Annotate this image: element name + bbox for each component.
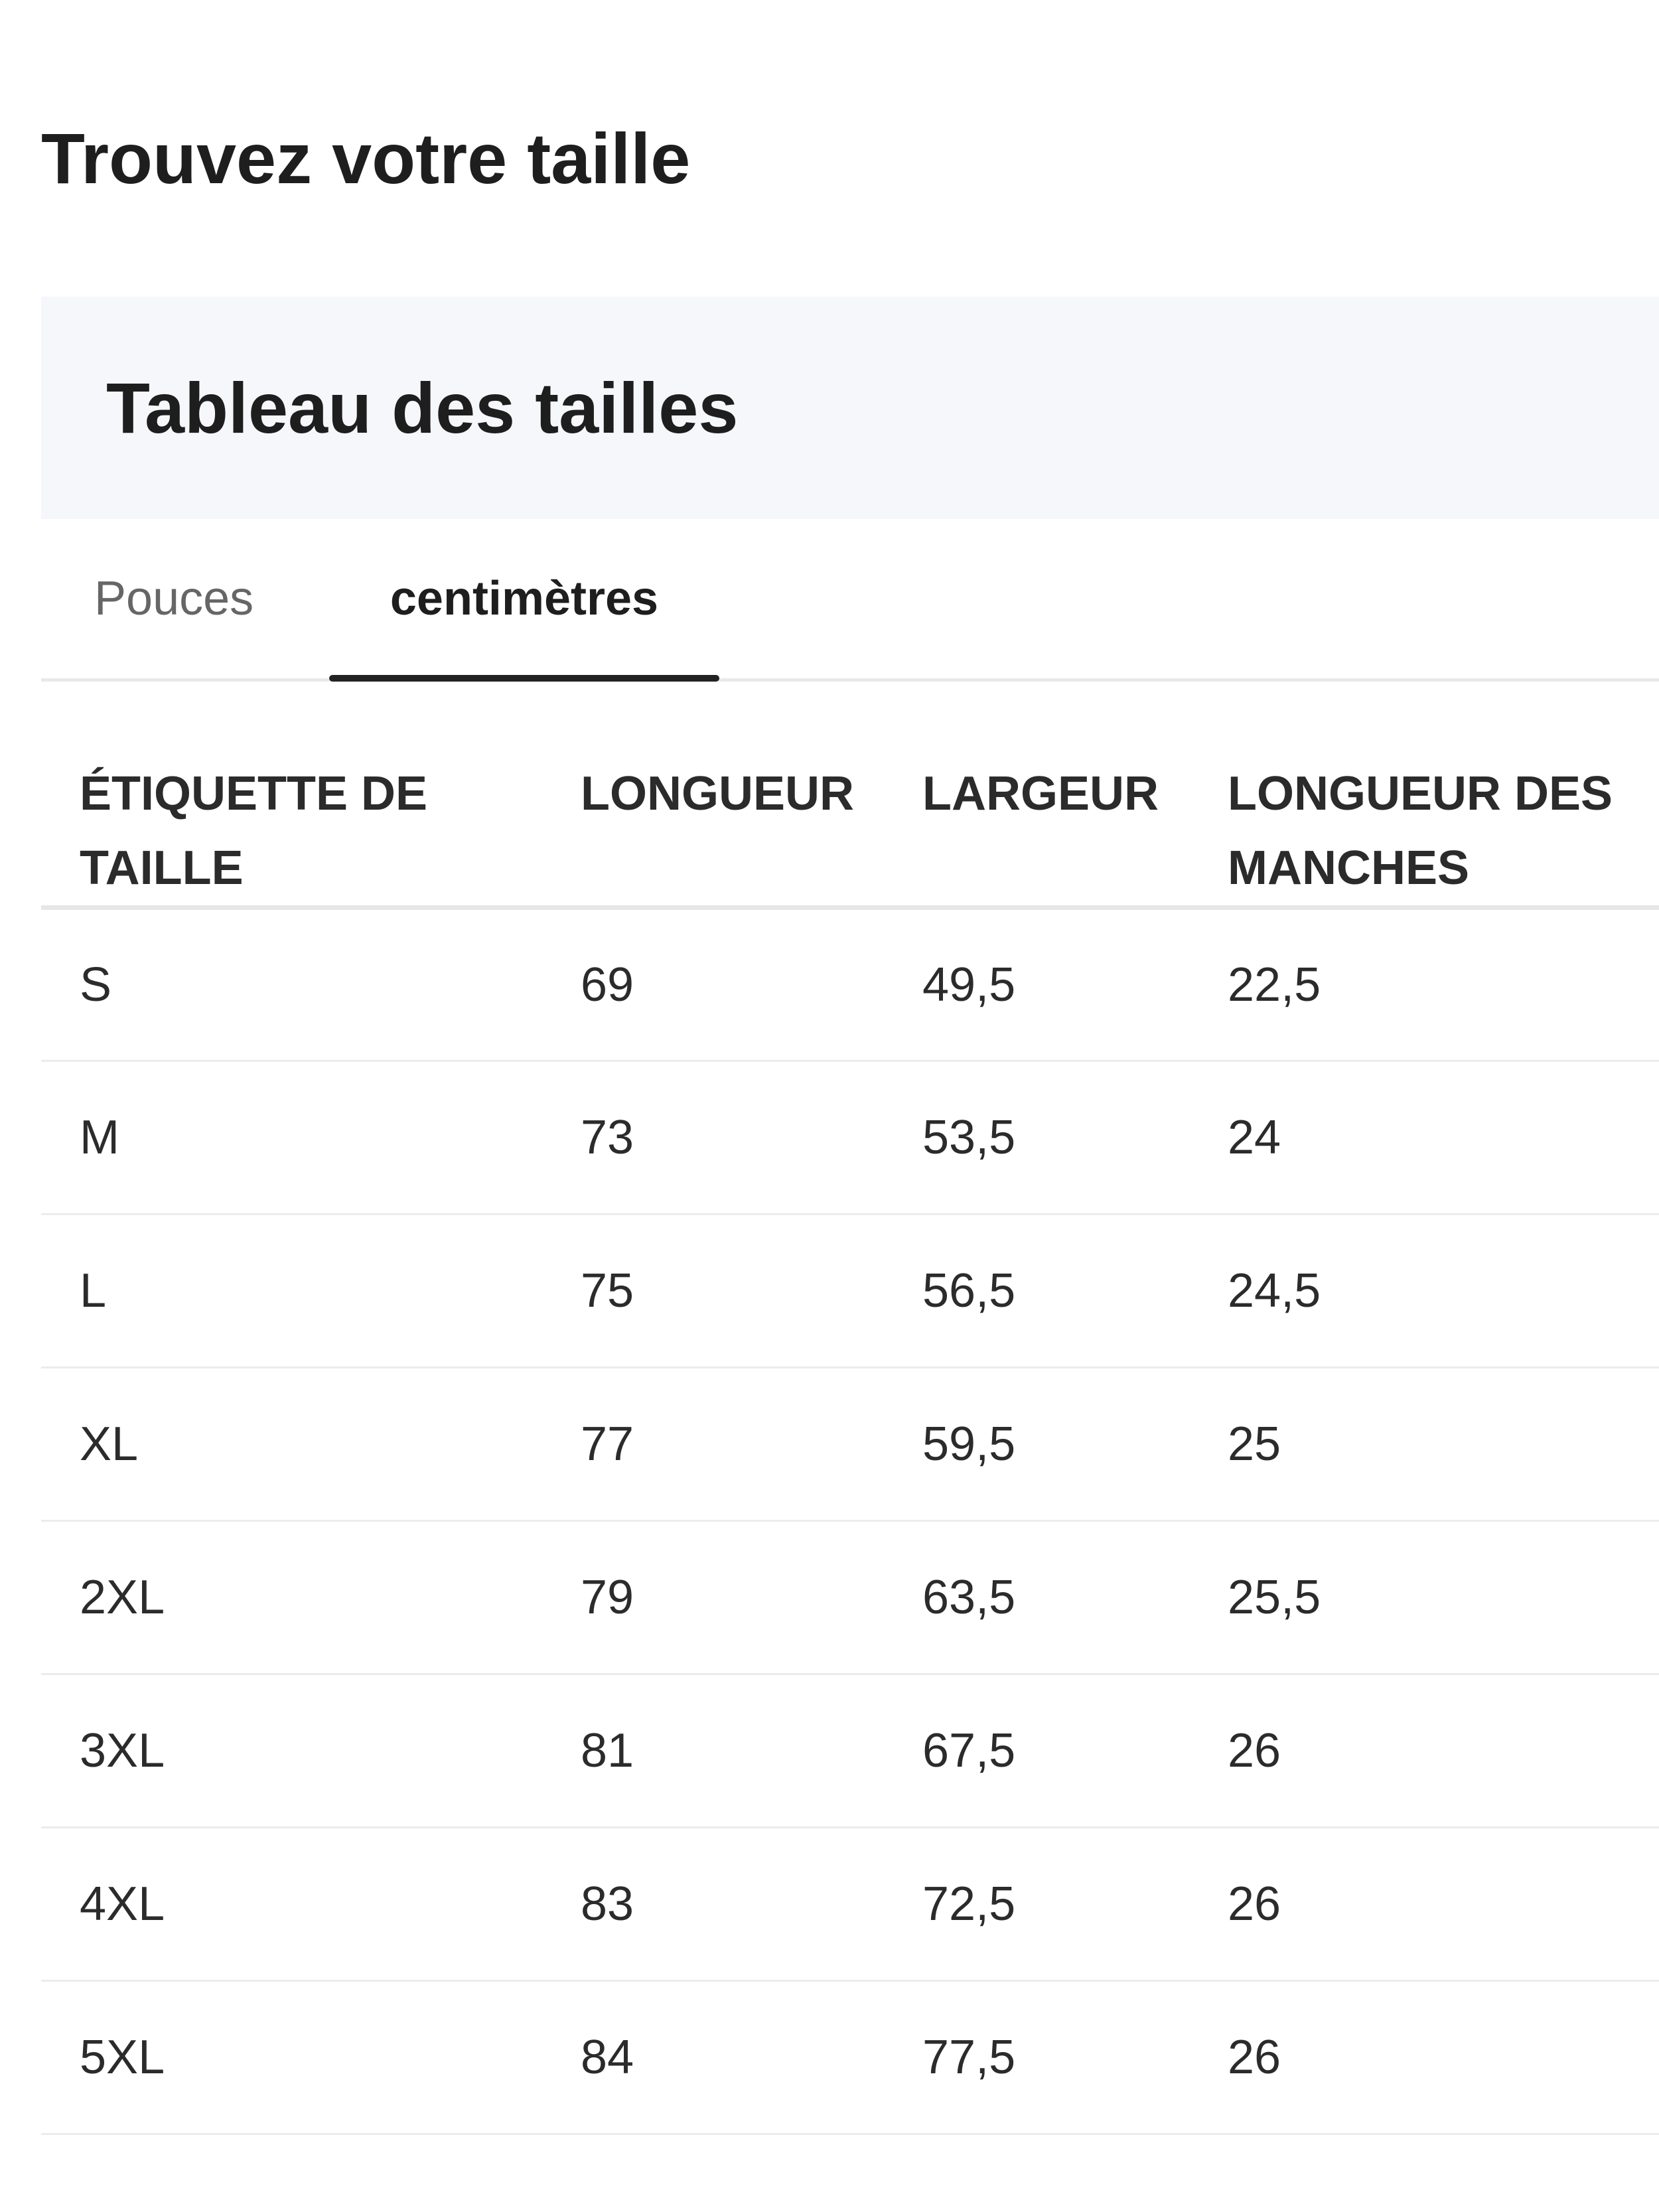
cell-length: 84 [581,1981,922,2134]
header-length: LONGUEUR [581,680,922,908]
size-chart-title: Tableau des tailles [106,368,739,448]
cell-sleeve-length: 22,5 [1228,908,1659,1061]
cell-width: 56,5 [922,1215,1228,1368]
cell-width: 53,5 [922,1061,1228,1215]
tab-inches[interactable]: Pouces [94,572,254,625]
cell-size: 2XL [41,1521,581,1674]
size-table-body [41,908,1659,2134]
cell-size: S [41,908,581,1061]
table-row [41,1215,1659,1368]
table-row [41,1061,1659,1215]
cell-size: 5XL [41,1981,581,2134]
cell-width: 67,5 [922,1674,1228,1828]
cell-sleeve-length: 24 [1228,1061,1659,1215]
cell-size: M [41,1061,581,1215]
header-sleeve-length: LONGUEUR DES MANCHES [1228,680,1659,908]
cell-size: L [41,1215,581,1368]
size-table [41,680,1659,2135]
cell-size: 3XL [41,1674,581,1828]
cell-length: 81 [581,1674,922,1828]
cell-width: 72,5 [922,1828,1228,1981]
cell-length: 83 [581,1828,922,1981]
cell-sleeve-length: 26 [1228,1828,1659,1981]
cell-sleeve-length: 25 [1228,1368,1659,1521]
cell-length: 73 [581,1061,922,1215]
cell-length: 75 [581,1215,922,1368]
cell-sleeve-length: 26 [1228,1674,1659,1828]
cell-sleeve-length: 25,5 [1228,1521,1659,1674]
table-row [41,1981,1659,2134]
table-row [41,908,1659,1061]
cell-width: 63,5 [922,1521,1228,1674]
header-width: LARGEUR [922,680,1228,908]
size-chart-header [41,297,1659,519]
table-header-row [41,680,1659,908]
page-title: Trouvez votre taille [41,118,691,198]
header-size-label: ÉTIQUETTE DE TAILLE [41,680,581,908]
tab-centimeters-label: centimètres [390,572,659,625]
tab-centimeters[interactable] [329,519,719,678]
cell-length: 79 [581,1521,922,1674]
cell-length: 77 [581,1368,922,1521]
table-row [41,1828,1659,1981]
cell-length: 69 [581,908,922,1061]
cell-size: XL [41,1368,581,1521]
cell-sleeve-length: 24,5 [1228,1215,1659,1368]
table-row [41,1521,1659,1674]
cell-width: 59,5 [922,1368,1228,1521]
cell-width: 77,5 [922,1981,1228,2134]
cell-sleeve-length: 26 [1228,1981,1659,2134]
cell-size: 4XL [41,1828,581,1981]
table-row [41,1674,1659,1828]
cell-width: 49,5 [922,908,1228,1061]
size-table-header [41,680,1659,908]
table-row [41,1368,1659,1521]
unit-tabs [41,519,1659,682]
